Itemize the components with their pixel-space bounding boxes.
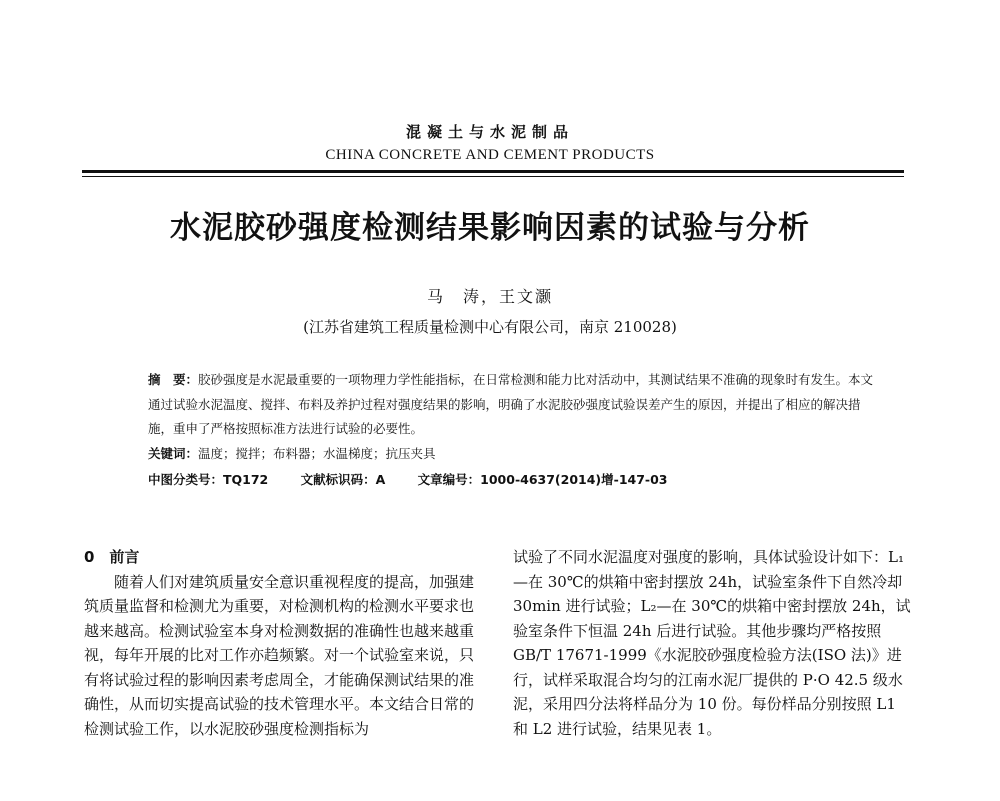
article-title: 水泥胶砂强度检测结果影响因素的试验与分析: [170, 210, 810, 246]
keywords-label: 关键词：: [148, 446, 199, 461]
journal-name-en: CHINA CONCRETE AND CEMENT PRODUCTS: [325, 147, 655, 163]
abstract-block: [116, 368, 876, 442]
classification-line: [148, 470, 696, 488]
article-number: 文章编号：1000-4637(2014)增-147-03: [417, 472, 668, 487]
article-affiliation: (江苏省建筑工程质量检测中心有限公司，南京 210028): [303, 318, 677, 336]
abstract-label: 摘 要：: [148, 372, 199, 387]
left-column-text: 随着人们对建筑质量安全意识重视程度的提高，加强建筑质量监督和检测尤为重要，对检测机构的检测水平要求也越来越高。检测试验室本身对检测数据的准确性也越来越重视，每年开展的比对工作亦趋频繁。对一个试验室来说，只有将试验过程的影响因素考虑周全，才能确保测试结果的准确性，从而切实提高试验的技术管理水平。本文结合日常的检测试验工作，以水泥胶砂强度检测指标为: [84, 572, 475, 738]
journal-name-cn: 混凝土与水泥制品: [405, 123, 574, 141]
header-rule-thick: [82, 170, 904, 173]
document-code: 文献标识码：A: [300, 472, 386, 487]
header-rule-thin: [82, 176, 904, 177]
section-heading: 0 前言: [84, 548, 140, 566]
body-column-right: [513, 545, 913, 741]
keywords-text: 温度；搅拌；布料器；水温梯度；抗压夹具: [198, 446, 436, 461]
right-column-text: 试验了不同水泥温度对强度的影响，具体试验设计如下：L₁—在 30℃的烘箱中密封摆放 24h，试验室条件下自然冷却 30min 进行试验；L₂—在 30℃的烘箱中密封摆放 24h，试验室条件下恒温 24h 后进行试验。其他步骤均严格按照 GB/T 17671-1999《水泥胶砂强度检验方法(ISO 法)》进行，试样采取混合均匀的江南水泥厂提供的 P·O 42.5 级水泥，采用四分法将样品分为 10 份。每份样品分别按照 L1 和 L2 进行试验，结果见表 1。: [513, 548, 911, 738]
keywords-line: [148, 444, 436, 462]
body-column-left: [84, 545, 484, 741]
abstract-text: 胶砂强度是水泥最重要的一项物理力学性能指标，在日常检测和能力比对活动中，其测试结果不准确的现象时有发生。本文通过试验水泥温度、搅拌、布料及养护过程对强度结果的影响，明确了水泥胶砂强度试验误差产生的原因，并提出了相应的解决措施，重申了严格按照标准方法进行试验的必要性。: [148, 372, 874, 436]
clc-number: 中图分类号：TQ172: [148, 472, 269, 487]
article-authors: 马 涛，王文灏: [426, 287, 553, 306]
